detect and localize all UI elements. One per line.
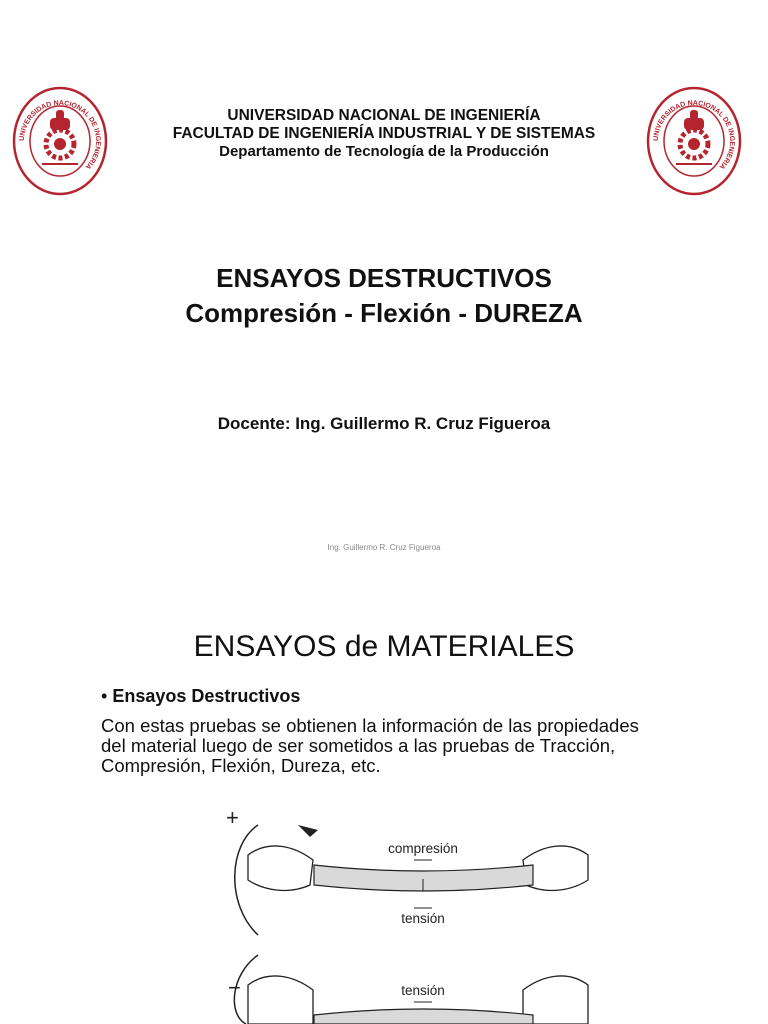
university-seal-icon [646, 86, 742, 196]
body-line: Con estas pruebas se obtienen la información de las propiedades [101, 715, 639, 736]
arrowhead-icon [298, 825, 318, 837]
body-line: del material luego de ser sometidos a las pruebas de Tracción, [101, 735, 616, 756]
seal-ring-text: UNIVERSIDAD NACIONAL DE INGENIERIA [652, 99, 736, 171]
label-tension-bottom: tensión [401, 983, 445, 998]
bullet-item [101, 686, 300, 707]
bending-figure [218, 785, 618, 1024]
body-paragraph [101, 716, 741, 776]
left-hand-icon [248, 976, 313, 1024]
beam-bottom [314, 1009, 533, 1024]
bullet-text: Ensayos Destructivos [112, 686, 301, 706]
slide-title: ENSAYOS DESTRUCTIVOS [216, 263, 552, 293]
bullet-marker: • [101, 686, 108, 706]
minus-sign: − [228, 975, 241, 1000]
label-compression: compresión [388, 841, 458, 856]
faculty-name: FACULTAD DE INGENIERÍA INDUSTRIAL Y DE SISTEMAS [172, 125, 596, 142]
slide-title: ENSAYOS de MATERIALES [193, 630, 575, 663]
label-tension: tensión [401, 911, 445, 926]
slide-footer: Ing. Guillermo R. Cruz Figueroa [327, 543, 441, 552]
body-line: Compresión, Flexión, Dureza, etc. [101, 755, 381, 776]
content-slide [0, 580, 768, 1024]
university-seal-icon [12, 86, 108, 196]
left-hand-icon [248, 846, 313, 891]
plus-sign: + [226, 805, 239, 830]
department-name: Departamento de Tecnología de la Producción [219, 143, 549, 160]
slide-subtitle: Compresión - Flexión - DUREZA [185, 298, 583, 328]
teacher-name: Docente: Ing. Guillermo R. Cruz Figueroa [217, 414, 551, 433]
seal-ring-text: UNIVERSIDAD NACIONAL DE INGENIERIA [18, 99, 102, 171]
university-name: UNIVERSIDAD NACIONAL DE INGENIERÍA [227, 107, 541, 124]
